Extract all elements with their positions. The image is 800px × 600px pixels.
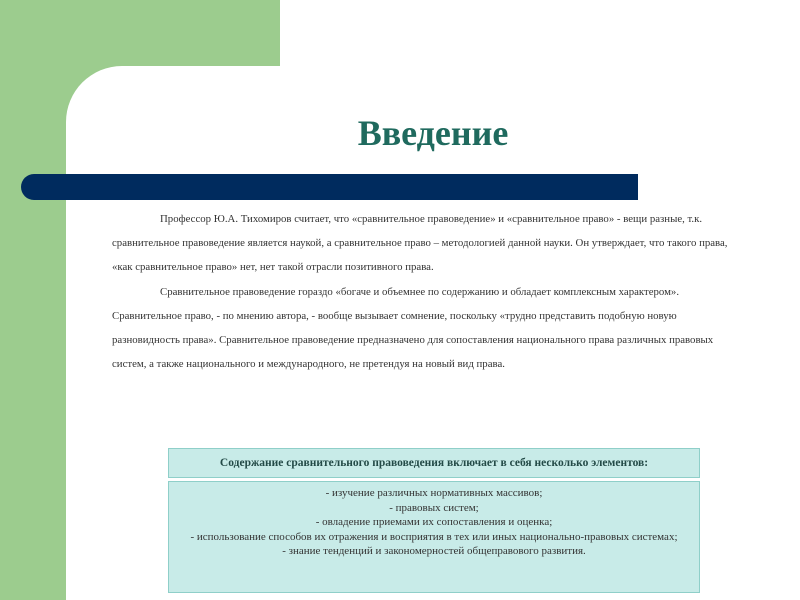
list-item: - использование способов их отражения и восприятия в тех или иных национально-правовых системах; xyxy=(190,530,678,543)
list-item: - правовых систем; xyxy=(389,501,479,514)
list-item: - изучение различных нормативных массивов; xyxy=(325,487,543,499)
paragraph-2: Сравнительное правоведение гораздо «богаче и объемнее по содержанию и обладает комплексным характером». Сравнительное право, - по мнению автора, - вообще вызывает сомнение, поскольку «трудно представить подобную новую разновидность права». Сравнительное правоведение предназначено для сопоставления национального права различных правовых систем, а также национального и международного, не претендуя на новый вид права. xyxy=(112,285,714,371)
page-title: Введение xyxy=(357,113,509,153)
title-underline-bar xyxy=(21,174,638,200)
elements-box-header: Содержание сравнительного правоведения включает в себя несколько элементов: xyxy=(168,448,700,478)
list-item: - знание тенденций и закономерностей общеправового развития. xyxy=(282,545,586,557)
paragraph-1: Профессор Ю.А. Тихомиров считает, что «сравнительное правоведение» и «сравнительное право» - вещи разные, т.к. сравнительное правоведение является наукой, а сравнительное право – методологией данной науки. Он утверждает, что такого права, «как сравнительное право» нет, нет такой отрасли позитивного права. xyxy=(112,213,728,274)
list-item: - овладение приемами их сопоставления и оценка; xyxy=(315,516,553,528)
elements-box-list xyxy=(168,481,700,593)
body-text xyxy=(112,207,742,376)
